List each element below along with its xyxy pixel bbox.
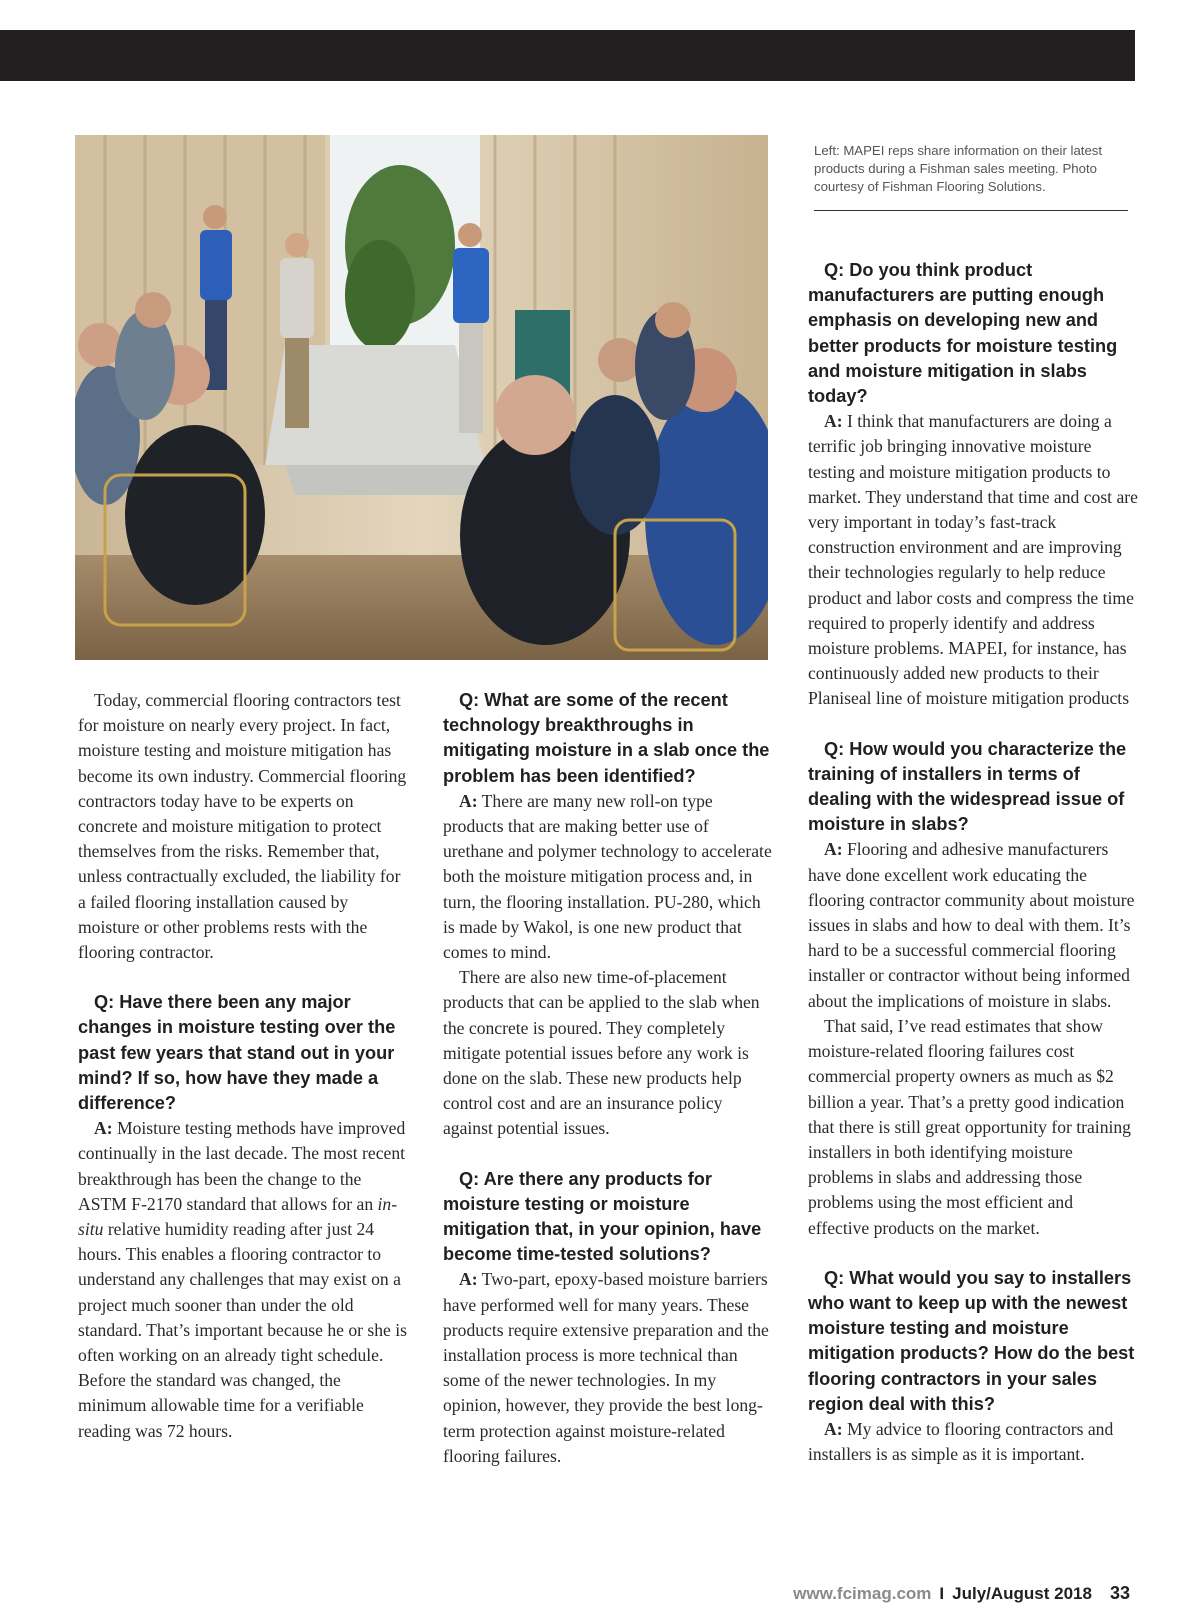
answer-4-text: I think that manufacturers are doing a terrific job bringing innovative moisture testing and moisture mitigation products to market. They understand that time and cost are very important in today’s fast-track construction environment and are improving their technologies regularly to help reduce product and labor costs and compress the time required to properly identify and address moisture problems. MAPEI, for instance, has continuously added new products to their Planiseal line of moisture mitigation products [808,411,1138,709]
answer-label: A: [459,1269,478,1290]
question-6: Q: What would you say to installers who want to keep up with the newest moisture testing and moisture mitigation products? How do the best flooring contractors in your sales region deal with this? [808,1267,1135,1414]
question-1: Q: Have there been any major changes in moisture testing over the past few years that stand out in your mind? If so, how have they made a difference? [78,992,396,1114]
footer-website[interactable]: www.fcimag.com [793,1584,932,1603]
answer-label: A: [824,839,843,860]
footer-separator: I [939,1584,945,1603]
column-2 [443,688,773,1469]
column-3 [808,258,1138,1467]
answer-6-text: My advice to flooring contractors and installers is as simple as it is important. [808,1418,1114,1465]
page-footer [793,1583,1130,1604]
answer-1-text-a: Moisture testing methods have improved continually in the last decade. The most recent breakthrough has been the change to the ASTM F-2170 standard that allows for an [78,1118,406,1214]
answer-2 [443,789,773,965]
intro-paragraph: Today, commercial flooring contractors test for moisture on nearly every project. In fact, moisture testing and moisture mitigation has become its own industry. Commercial flooring contractors today have to be experts on concrete and moisture mitigation to protect themselves from the risks. Remember that, unless contractually excluded, the liability for a failed flooring installation caused by moisture or other problems rests with the flooring contractor. [78,690,407,963]
answer-label: A: [459,790,478,811]
photo-caption: Left: MAPEI reps share information on their latest products during a Fishman sales meeting. Photo courtesy of Fishman Flooring Solutions. [814,143,1103,194]
answer-4 [808,409,1138,711]
caption-divider [814,210,1128,211]
header-bar [0,30,1135,81]
footer-issue: July/August 2018 [952,1584,1092,1603]
answer-5-paragraph-2: That said, I’ve read estimates that show moisture-related flooring failures cost commercial property owners as much as $2 billion a year. That’s a pretty good indication that there is still great opportunity for training installers in both identifying moisture problems in slabs and addressing those problems using the most efficient and effective products on the market. [808,1015,1131,1238]
answer-6 [808,1417,1138,1467]
answer-label: A: [824,1418,843,1439]
answer-5 [808,837,1138,1013]
question-5: Q: How would you characterize the training of installers in terms of dealing with the widespread issue of moisture in slabs? [808,738,1127,835]
answer-label: A: [824,411,843,432]
answer-3-text: Two-part, epoxy-based moisture barriers have performed well for many years. These products require extensive preparation and the installation process is more technical than some of the newer technologies. In my opinion, however, they provide the best long-term protection against moisture-related flooring failures. [443,1269,769,1466]
answer-5-text: Flooring and adhesive manufacturers have done excellent work educating the flooring contractor community about moisture issues in slabs and how to deal with them. It’s hard to be a successful commercial flooring installer or contractor without being informed about the implications of moisture in slabs. [808,839,1135,1011]
answer-1 [78,1116,408,1444]
question-2: Q: What are some of the recent technology breakthroughs in mitigating moisture in a slab once the problem has been identified? [443,690,770,786]
answer-2-text: There are many new roll-on type products that are making better use of urethane and polymer technology to accelerate both the moisture mitigation process and, in turn, the flooring installation. PU-280, which is made by Wakol, is one new product that comes to mind. [443,790,772,963]
meeting-photo [75,135,768,660]
question-4: Q: Do you think product manufacturers are putting enough emphasis on developing new and better products for moisture testing and moisture mitigation in slabs today? [808,260,1118,407]
column-1 [78,688,408,1444]
answer-3 [443,1267,773,1469]
page-number: 33 [1109,1583,1130,1603]
question-3: Q: Are there any products for moisture testing or moisture mitigation that, in your opinion, have become time-tested solutions? [443,1168,762,1265]
answer-1-italic: in-situ [78,1193,398,1240]
answer-label: A: [94,1118,113,1139]
answer-1-text-b: relative humidity reading after just 24 hours. This enables a flooring contractor to understand any challenges that may exist on a project much sooner than under the old standard. That’s important because he or she is often working on an already tight schedule. Before the standard was changed, the minimum allowable time for a verifiable reading was 72 hours. [78,1219,407,1441]
answer-2-paragraph-2: There are also new time-of-placement products that can be applied to the slab when the concrete is poured. They completely mitigate potential issues before any work is done on the slab. These new products help control cost and are an insurance policy against potential issues. [443,967,760,1139]
